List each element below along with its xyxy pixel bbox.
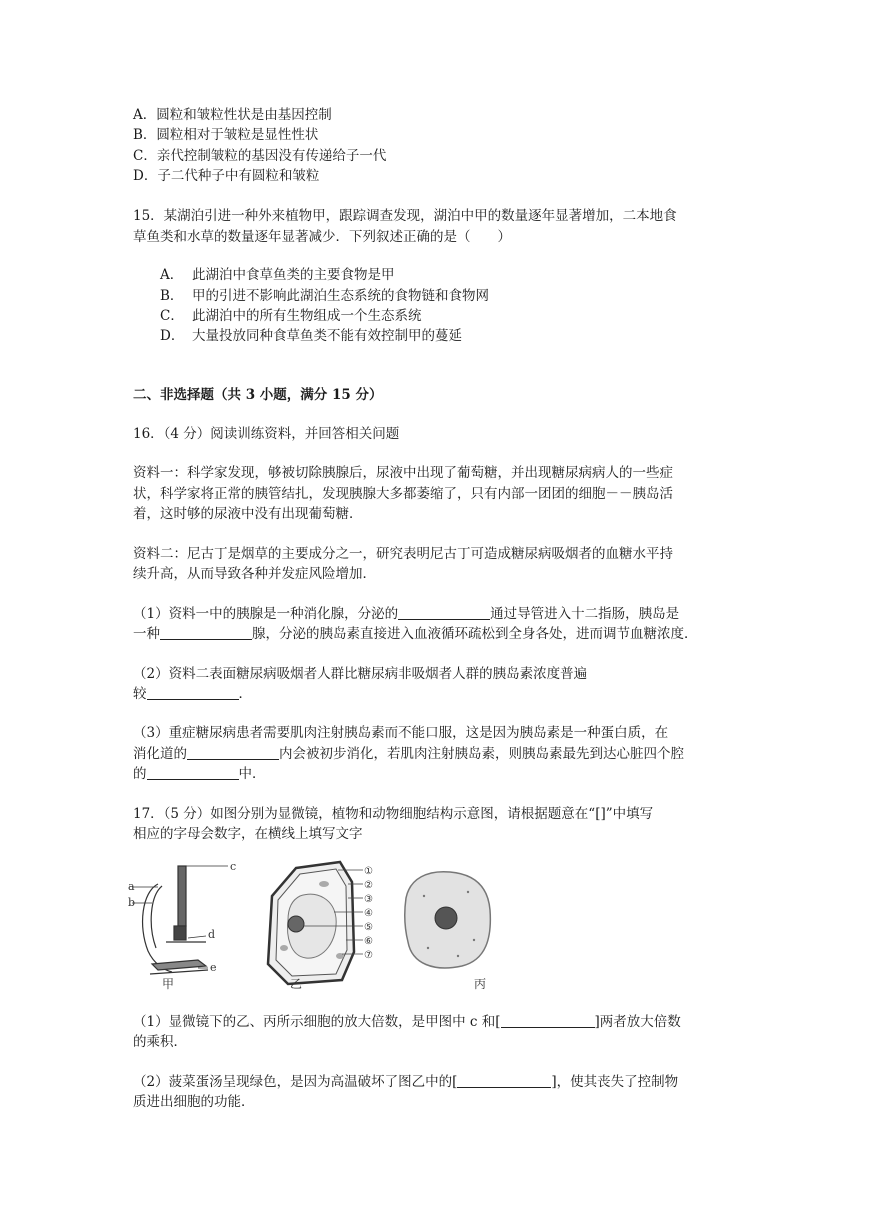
answer-blank[interactable] xyxy=(147,764,239,780)
answer-blank[interactable] xyxy=(398,604,490,620)
q16-part1-line2: 一种 腺，分泌的胰岛素直接进入血液循环疏松到全身各处，进而调节血糖浓度． xyxy=(133,626,698,642)
animal-cell-drawing xyxy=(405,872,491,968)
q15-option-a: A． 此湖泊中食草鱼类的主要食物是甲 xyxy=(160,267,395,283)
q16-material2-line2: 续升高，从而导致各种并发症风险增加． xyxy=(133,566,376,582)
label-4: ④ xyxy=(364,908,373,919)
q15-stem-line1: 15．某湖泊引进一种外来植物甲，跟踪调查发现，湖泊中甲的数量逐年显著增加，二本地食 xyxy=(133,208,677,224)
q17-part2-line2: 质进出细胞的功能． xyxy=(133,1094,255,1110)
q16-part3-line3: 的 中． xyxy=(133,766,266,782)
q16-material1-line1: 资料一：科学家发现，够被切除胰腺后，尿液中出现了葡萄糖，并出现糖尿病病人的一些症 xyxy=(133,465,673,481)
label-b: b xyxy=(128,896,136,909)
label-e: e xyxy=(210,961,217,974)
q15-option-d: D． 大量投放同种食草鱼类不能有效控制甲的蔓延 xyxy=(160,328,462,344)
q16-part1-line1: （1）资料一中的胰腺是一种消化腺，分泌的 通过导管进入十二指肠，胰岛是 xyxy=(133,606,680,622)
q15-stem-line2: 草鱼类和水草的数量逐年显著减少．下列叙述正确的是（ ） xyxy=(133,229,511,245)
q16-part2-line1: （2）资料二表面糖尿病吸烟者人群比糖尿病非吸烟者人群的胰岛素浓度普遍 xyxy=(133,666,588,682)
q17-part1-line1: （1）显微镜下的乙、丙所示细胞的放大倍数，是甲图中 c 和[ ]两者放大倍数 xyxy=(133,1014,681,1030)
cell-microscope-figure xyxy=(128,856,558,996)
q15-option-c: C． 此湖泊中的所有生物组成一个生态系统 xyxy=(160,308,422,324)
section2-title: 二、非选择题（共 3 小题，满分 15 分） xyxy=(133,387,383,403)
label-2: ② xyxy=(364,880,373,891)
label-yi: 乙 xyxy=(290,977,303,991)
q14-option-d: D．子二代种子中有圆粒和皱粒 xyxy=(133,168,320,184)
q16-material1-line3: 着，这时够的尿液中没有出现葡萄糖． xyxy=(133,506,363,522)
label-3: ③ xyxy=(364,894,373,905)
q16-stem: 16．（4 分）阅读训练资料，并回答相关问题 xyxy=(133,426,400,442)
label-bing: 丙 xyxy=(474,977,487,991)
q15-option-b: B． 甲的引进不影响此湖泊生态系统的食物链和食物网 xyxy=(160,288,489,304)
label-6: ⑥ xyxy=(364,936,373,947)
q16-material2-line1: 资料二：尼古丁是烟草的主要成分之一，研究表明尼古丁可造成糖尿病吸烟者的血糖水平持 xyxy=(133,546,673,562)
q16-part3-line1: （3）重症糖尿病患者需要肌肉注射胰岛素而不能口服，这是因为胰岛素是一种蛋白质，在 xyxy=(133,725,669,741)
answer-blank[interactable] xyxy=(147,684,239,700)
q16-material1-line2: 状，科学家将正常的胰管结扎，发现胰腺大多都萎缩了，只有内部一团团的细胞－－胰岛活 xyxy=(133,486,673,502)
q16-part3-line2: 消化道的 内会被初步消化，若肌肉注射胰岛素，则胰岛素最先到达心脏四个腔 xyxy=(133,746,684,762)
q17-stem-line2: 相应的字母会数字，在横线上填写文字 xyxy=(133,826,363,842)
q14-option-c: C．亲代控制皱粒的基因没有传递给子一代 xyxy=(133,148,387,164)
q14-option-b: B．圆粒相对于皱粒是显性性状 xyxy=(133,127,319,143)
answer-blank[interactable] xyxy=(457,1072,551,1088)
q14-option-a: A．圆粒和皱粒性状是由基因控制 xyxy=(133,107,332,123)
plant-cell-drawing xyxy=(268,862,363,984)
label-jia: 甲 xyxy=(162,977,175,991)
label-5: ⑤ xyxy=(364,922,373,933)
q17-stem-line1: 17．（5 分）如图分别为显微镜，植物和动物细胞结构示意图，请根据题意在“[]”中填写 xyxy=(133,806,654,822)
label-1: ① xyxy=(364,866,373,877)
label-d: d xyxy=(208,928,216,941)
q17-part2-line1: （2）菠菜蛋汤呈现绿色，是因为高温破坏了图乙中的[ ]，使其丧失了控制物 xyxy=(133,1074,679,1090)
label-7: ⑦ xyxy=(364,950,373,961)
answer-blank[interactable] xyxy=(160,624,252,640)
label-c: c xyxy=(230,860,237,873)
q17-part1-line2: 的乘积． xyxy=(133,1034,187,1050)
answer-blank[interactable] xyxy=(187,744,279,760)
microscope-drawing xyxy=(132,866,228,974)
q16-part2-line2: 较 ． xyxy=(133,686,252,702)
answer-blank[interactable] xyxy=(501,1012,595,1028)
label-a: a xyxy=(128,880,135,893)
